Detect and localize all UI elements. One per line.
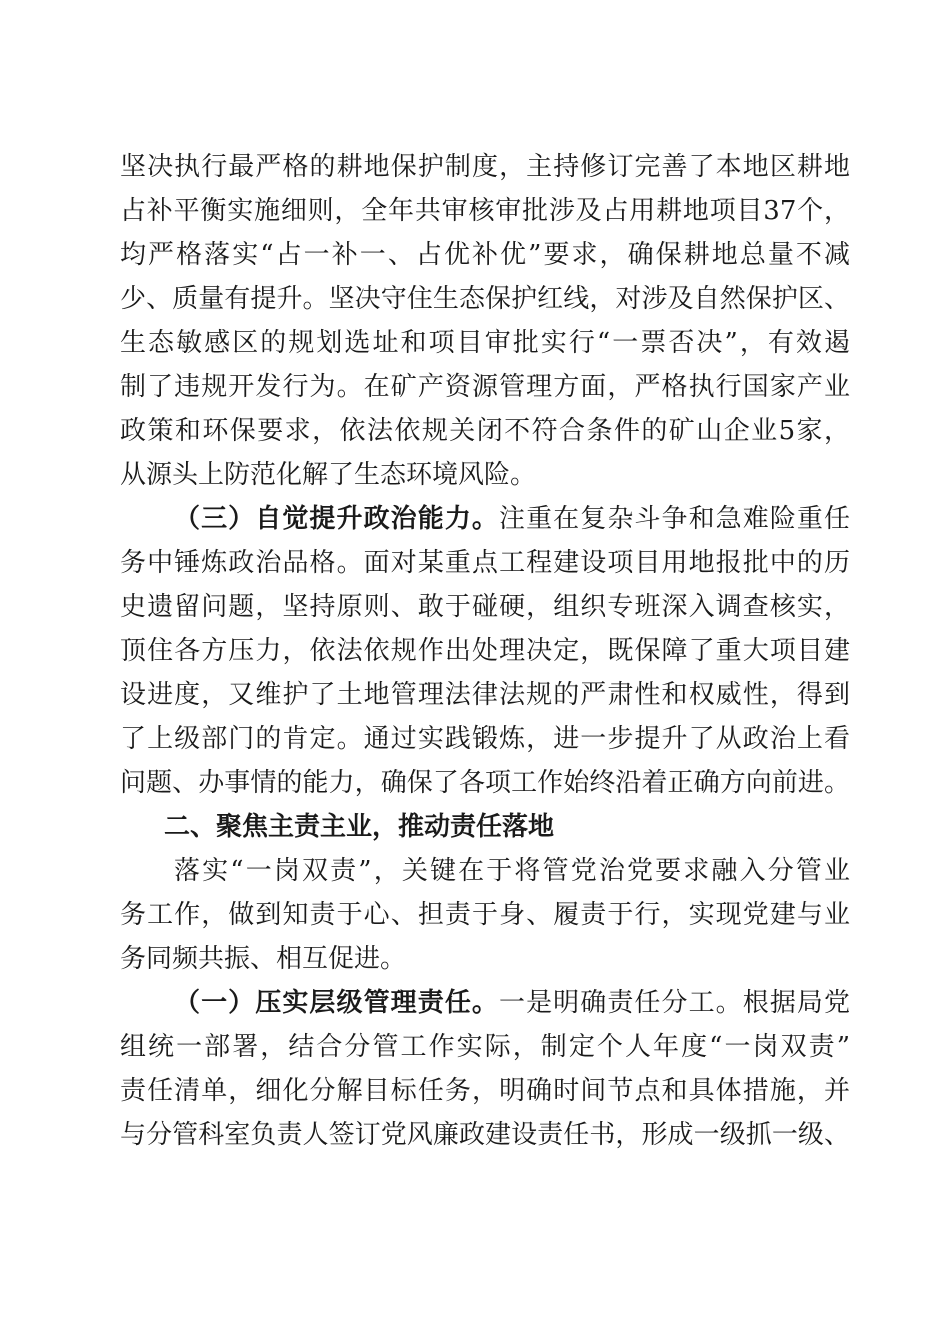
text-line: 组统一部署，结合分管工作实际，制定个人年度“一岗双责” — [120, 1032, 850, 1062]
text-line: 政策和环保要求，依法依规关闭不符合条件的矿山企业5家， — [120, 416, 850, 446]
text-line: 问题、办事情的能力，确保了各项工作始终沿着正确方向前进。 — [120, 768, 850, 798]
text-line: 坚决执行最严格的耕地保护制度，主持修订完善了本地区耕地 — [120, 152, 850, 182]
text-line: 史遗留问题，坚持原则、敢于碰硬，组织专班深入调查核实， — [120, 592, 850, 622]
text-line: 了上级部门的肯定。通过实践锻炼，进一步提升了从政治上看 — [120, 724, 850, 754]
text-line: 均严格落实“占一补一、占优补优”要求，确保耕地总量不减 — [120, 240, 850, 270]
text-line: 少、质量有提升。坚决守住生态保护红线，对涉及自然保护区、 — [120, 284, 850, 314]
subsection-title: （一）压实层级管理责任。 — [174, 988, 499, 1018]
section-heading: 二、聚焦主责主业，推动责任落地 — [164, 812, 555, 842]
paragraph-one-post-two-duties — [120, 849, 850, 981]
text-line: 制了违规开发行为。在矿产资源管理方面，严格执行国家产业 — [120, 372, 850, 402]
text-line: 顶住各方压力，依法依规作出处理决定，既保障了重大项目建 — [120, 636, 850, 666]
text-run: 注重在复杂斗争和急难险重任 — [499, 504, 850, 534]
text-line: 务同频共振、相互促进。 — [120, 944, 407, 974]
text-line: 从源头上防范化解了生态环境风险。 — [120, 460, 537, 490]
text-line: 占补平衡实施细则，全年共审核审批涉及占用耕地项目37个， — [120, 196, 850, 226]
text-line: 生态敏感区的规划选址和项目审批实行“一票否决”，有效遏 — [120, 328, 850, 358]
text-line: 与分管科室负责人签订党风廉政建设责任书，形成一级抓一级、 — [120, 1120, 850, 1150]
text-line: 务中锤炼政治品格。面对某重点工程建设项目用地报批中的历 — [120, 548, 850, 578]
subsection-first-line — [120, 497, 850, 541]
document-page — [120, 145, 850, 1157]
text-line: 落实“一岗双责”，关键在于将管党治党要求融入分管业 — [174, 856, 850, 886]
text-line: 设进度，又维护了土地管理法律法规的严肃性和权威性，得到 — [120, 680, 850, 710]
subsection-political-ability — [120, 497, 850, 805]
text-run: 一是明确责任分工。根据局党 — [499, 988, 850, 1018]
subsection-management-responsibility — [120, 981, 850, 1157]
paragraph-farmland-protection — [120, 145, 850, 497]
subsection-title: （三）自觉提升政治能力。 — [174, 504, 499, 534]
subsection-first-line — [120, 981, 850, 1025]
text-line: 责任清单，细化分解目标任务，明确时间节点和具体措施，并 — [120, 1076, 850, 1106]
text-line: 务工作，做到知责于心、担责于身、履责于行，实现党建与业 — [120, 900, 850, 930]
